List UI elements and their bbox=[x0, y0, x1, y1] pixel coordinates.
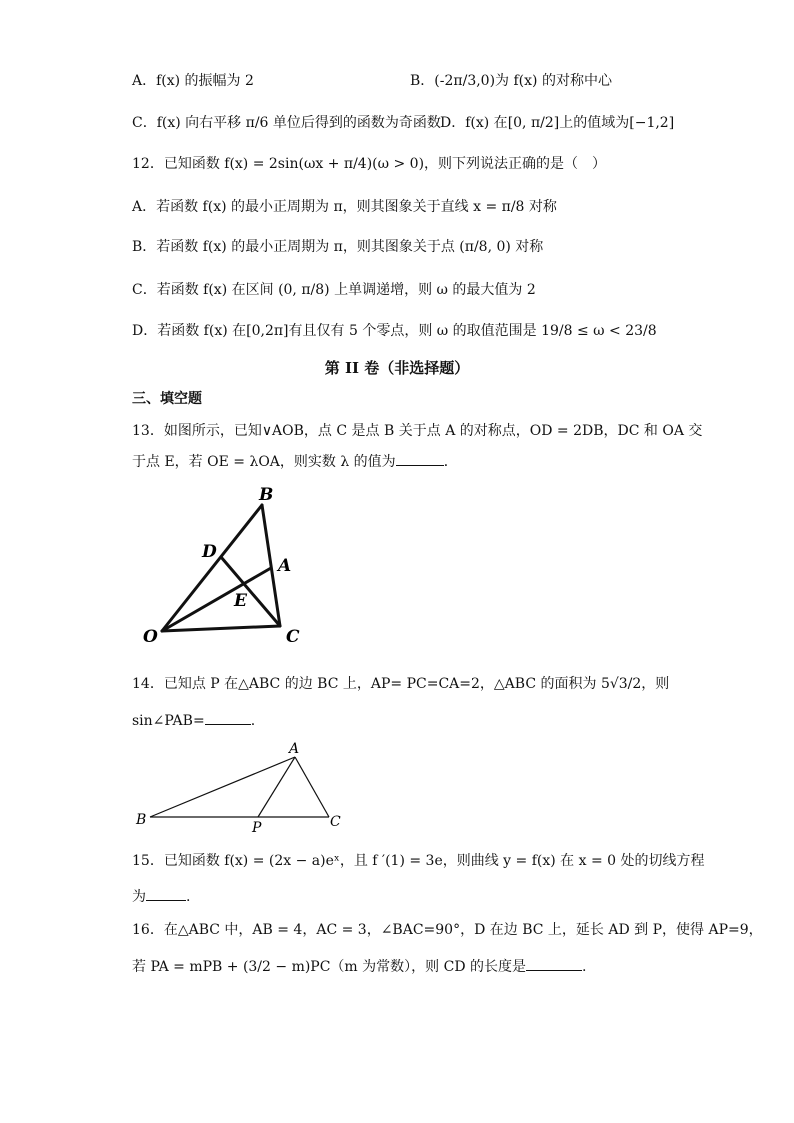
q16-line2-end: . bbox=[582, 959, 587, 975]
q13-label-o: O bbox=[143, 627, 158, 647]
q11-option-b-prefix: B． bbox=[410, 73, 435, 89]
q13-label-e: E bbox=[234, 591, 247, 611]
q16-line1: 16．在△ABC 中，AB = 4，AC = 3，∠BAC=90°，D 在边 BC 上，延长 AD 到 P，使得 AP=9， bbox=[132, 922, 763, 938]
q13-label-b: B bbox=[259, 485, 274, 505]
q14-line2 bbox=[132, 710, 255, 732]
q11-option-b bbox=[410, 70, 612, 92]
q14-label-a: A bbox=[289, 741, 300, 757]
q12-option-b: B．若函数 f(x) 的最小正周期为 π，则其图象关于点 (π/8, 0) 对称 bbox=[132, 239, 544, 255]
q15-line2-text: 为 bbox=[132, 889, 146, 905]
q13-answer-blank[interactable] bbox=[396, 451, 444, 466]
q13-line1: 13．如图所示，已知∨AOB，点 C 是点 B 关于点 A 的对称点，OD = 2DB，DC 和 OA 交 bbox=[132, 423, 703, 439]
q14-segment-ap bbox=[258, 757, 295, 817]
q11-option-d-prefix: D．f(x) 在 bbox=[440, 115, 508, 131]
q11-option-a: A．f(x) 的振幅为 2 bbox=[132, 73, 254, 89]
q13-line2-end: ． bbox=[443, 454, 458, 470]
q16-line2-text: 若 PA = mPB + (3/2 − m)PC（m 为常数），则 CD 的长度是 bbox=[132, 959, 526, 975]
q14-segment-ac bbox=[295, 757, 329, 817]
q13-label-d: D bbox=[202, 542, 217, 562]
q13-label-c: C bbox=[286, 627, 300, 647]
q12-option-c: C．若函数 f(x) 在区间 (0, π/8) 上单调递增，则 ω 的最大值为 2 bbox=[132, 282, 536, 298]
q11-option-d-interval: [0, π/2] bbox=[507, 115, 560, 131]
q12-option-a: A．若函数 f(x) 的最小正周期为 π，则其图象关于直线 x = π/8 对称 bbox=[132, 199, 557, 215]
q13-line2 bbox=[132, 451, 458, 473]
subsection-title: 三、填空题 bbox=[132, 391, 202, 407]
q14-line1: 14．已知点 P 在△ABC 的边 BC 上，AP= PC=CA=2，△ABC 的面积为 5√3/2，则 bbox=[132, 676, 670, 692]
q14-segment-ba bbox=[150, 757, 295, 817]
q13-segment-oc bbox=[162, 626, 280, 631]
q13-line2-text: 于点 E，若 OE = λOA，则实数 λ 的值为 bbox=[132, 454, 396, 470]
q14-answer-blank[interactable] bbox=[205, 710, 251, 725]
q13-figure bbox=[140, 480, 310, 650]
q12-option-d: D．若函数 f(x) 在[0,2π]有且仅有 5 个零点，则 ω 的取值范围是 19/8 ≤ ω < 23/8 bbox=[132, 323, 657, 339]
q11-option-b-point: (-2π/3,0) bbox=[434, 73, 496, 89]
q11-option-d-suffix: 上的值域为[−1,2] bbox=[559, 115, 675, 131]
q15-line2-end: . bbox=[186, 889, 191, 905]
q14-label-b: B bbox=[136, 812, 147, 828]
q11-option-c: C．f(x) 向右平移 π/6 单位后得到的函数为奇函数 bbox=[132, 115, 441, 131]
section-title: 第 II 卷（非选择题） bbox=[324, 359, 470, 377]
q11-option-b-suffix: 为 f(x) 的对称中心 bbox=[495, 73, 612, 89]
q16-line2 bbox=[132, 956, 586, 978]
q15-line1: 15．已知函数 f(x) = (2x − a)eˣ，且 f ′(1) = 3e，则曲线 y = f(x) 在 x = 0 处的切线方程 bbox=[132, 853, 705, 869]
q14-label-c: C bbox=[330, 814, 341, 830]
q15-line2 bbox=[132, 886, 190, 908]
q16-answer-blank[interactable] bbox=[526, 956, 582, 971]
q15-answer-blank[interactable] bbox=[146, 886, 186, 901]
q13-segment-oa bbox=[162, 568, 271, 631]
q13-segment-ob bbox=[162, 505, 262, 631]
q14-label-p: P bbox=[252, 820, 262, 836]
q14-line2-text: sin∠PAB= bbox=[132, 713, 205, 729]
q13-label-a: A bbox=[278, 556, 292, 576]
q14-figure bbox=[130, 738, 350, 838]
q14-line2-end: . bbox=[250, 713, 256, 729]
q12-stem: 12．已知函数 f(x) = 2sin(ωx + π/4)(ω > 0)，则下列说法正确的是（ ） bbox=[132, 156, 607, 172]
q11-option-d bbox=[440, 112, 674, 134]
